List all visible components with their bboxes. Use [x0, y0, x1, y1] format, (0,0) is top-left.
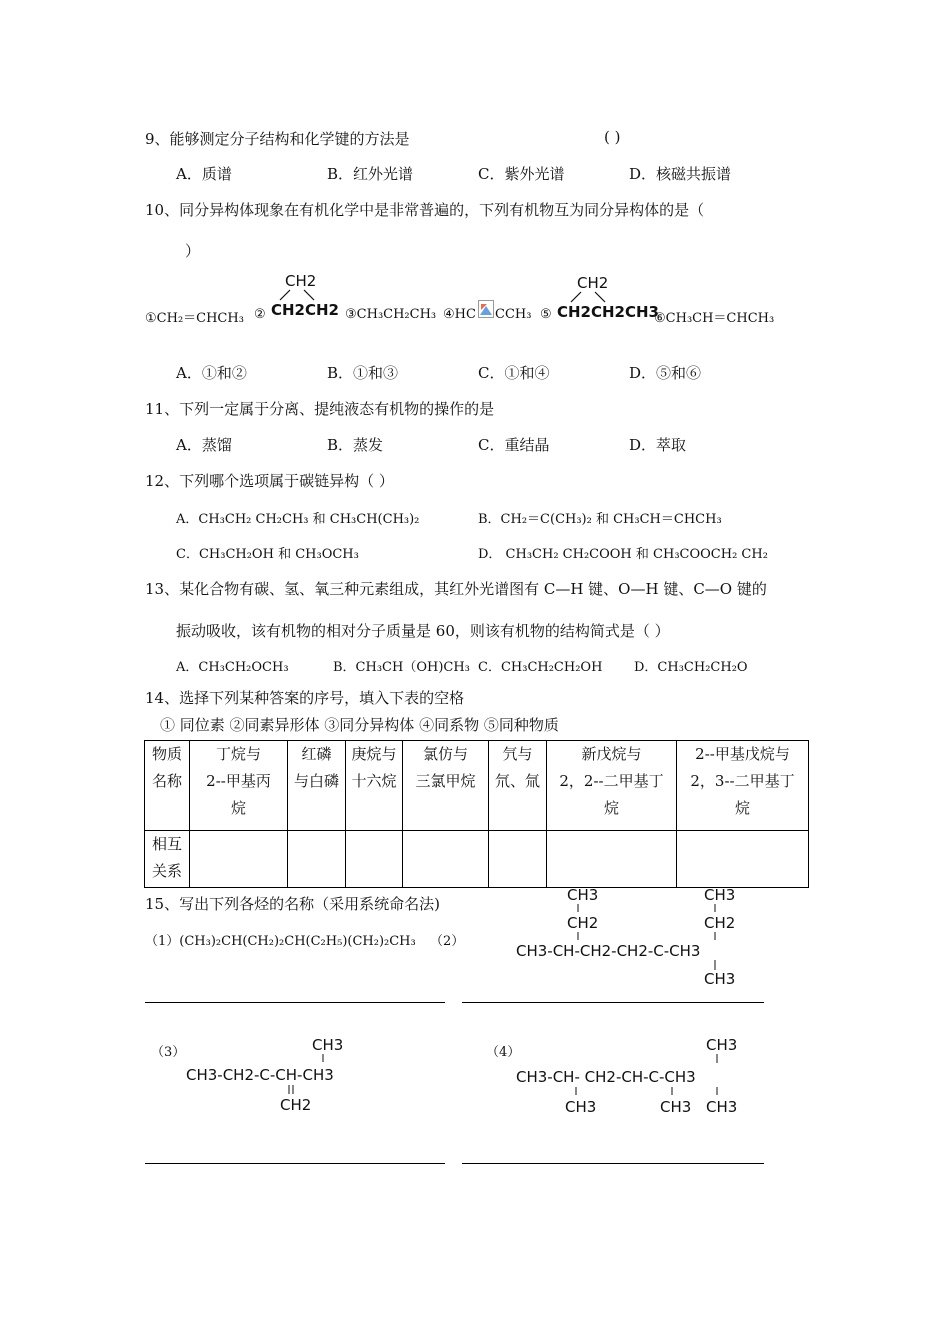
q10-stem-end: ）	[185, 242, 201, 260]
q10-item-3: ③CH₃CH₂CH₃	[345, 307, 437, 322]
answer-line-3[interactable]	[145, 1163, 445, 1164]
q11-option-a: A．蒸馏	[176, 436, 232, 454]
q14-stem: 14、选择下列某种答案的序号，填入下表的空格	[145, 689, 465, 707]
q15-structure-2	[510, 882, 780, 992]
s2-top2: CH2	[567, 914, 599, 932]
answer-row-label: 相互 关系	[145, 831, 190, 888]
header-col-2: 红磷 与白磷	[288, 741, 346, 831]
header-label: 物质 名称	[145, 741, 190, 831]
q15-part2-label: （2）	[430, 934, 465, 949]
q15-part3-label: （3）	[151, 1045, 186, 1060]
q15-part1: （1）(CH₃)₂CH(CH₂)₂CH(C₂H₅)(CH₂)₂CH₃	[145, 934, 416, 949]
answer-cell-5[interactable]	[489, 831, 547, 888]
q12-option-a: A．CH₃CH₂ CH₂CH₃ 和 CH₃CH(CH₃)₂	[176, 512, 420, 527]
q10-option-c: C．①和④	[478, 364, 550, 382]
q13-option-c: C．CH₃CH₂CH₂OH	[478, 660, 603, 675]
q15-part4-label: （4）	[486, 1045, 521, 1060]
s4-branch-3: CH3	[706, 1098, 738, 1116]
answer-cell-2[interactable]	[288, 831, 346, 888]
s2-main-chain: CH3-CH-CH2-CH2-C-CH3	[516, 942, 701, 960]
q10-cyclopropane-structure	[268, 272, 338, 322]
q12-stem: 12、下列哪个选项属于碳链异构（ ）	[145, 472, 394, 490]
table-answer-row	[145, 831, 809, 888]
ring2-bottom: CH2CH2	[271, 301, 339, 319]
s3-bottom: CH2	[280, 1096, 312, 1114]
q13-stem-line2: 振动吸收，该有机物的相对分子质量是 60，则该有机物的结构简式是（ ）	[176, 622, 670, 640]
q10-item-4-right: CCH₃	[495, 307, 532, 322]
q9-answer-paren: ( )	[604, 128, 621, 146]
s2-right-top1: CH3	[704, 886, 736, 904]
q10-item-4-left: ④HC	[443, 307, 476, 322]
q10-methylcyclopropane-structure	[555, 274, 659, 324]
q10-item-5-marker: ⑤	[540, 307, 552, 322]
q9-option-c: C．紫外光谱	[478, 165, 565, 183]
q10-item-6: ⑥CH₃CH＝CHCH₃	[654, 311, 775, 326]
header-col-5: 氕与 氘、氚	[489, 741, 547, 831]
q11-option-c: C．重结晶	[478, 436, 550, 454]
s4-branch-1: CH3	[565, 1098, 597, 1116]
answer-line-1[interactable]	[145, 1002, 445, 1003]
q9-option-d: D．核磁共振谱	[629, 165, 732, 183]
q10-stem: 10、同分异构体现象在有机化学中是非常普遍的，下列有机物互为同分异构体的是（	[145, 201, 705, 219]
q10-option-a: A．①和②	[176, 364, 247, 382]
table-header-row	[145, 741, 809, 831]
q15-structure-4	[510, 1030, 780, 1125]
q11-option-b: B．蒸发	[327, 436, 384, 454]
header-col-3: 庚烷与 十六烷	[346, 741, 403, 831]
q14-choices: ① 同位素 ②同素异形体 ③同分异构体 ④同系物 ⑤同种物质	[160, 716, 559, 734]
q15-structure-3	[180, 1030, 400, 1120]
ring5-top: CH2	[577, 274, 609, 292]
answer-cell-7[interactable]	[677, 831, 809, 888]
header-col-6: 新戊烷与 2，2--二甲基丁 烷	[547, 741, 677, 831]
answer-cell-1[interactable]	[190, 831, 288, 888]
q13-option-a: A．CH₃CH₂OCH₃	[176, 660, 289, 675]
broken-image-icon	[478, 300, 494, 318]
ring2-top: CH2	[285, 272, 317, 290]
relationship-table	[144, 740, 809, 888]
s4-top: CH3	[706, 1036, 738, 1054]
q13-option-b: B．CH₃CH（OH)CH₃	[333, 660, 470, 675]
q13-option-d: D．CH₃CH₂CH₂O	[634, 660, 748, 675]
s2-top1: CH3	[567, 886, 599, 904]
q12-option-c: C．CH₃CH₂OH 和 CH₃OCH₃	[176, 547, 359, 562]
q15-stem: 15、写出下列各烃的名称（采用系统命名法)	[145, 895, 440, 913]
answer-cell-6[interactable]	[547, 831, 677, 888]
s3-main-chain: CH3-CH2-C-CH-CH3	[186, 1066, 334, 1084]
answer-line-2[interactable]	[462, 1002, 764, 1003]
q9-stem: 9、能够测定分子结构和化学键的方法是	[145, 130, 410, 148]
answer-cell-4[interactable]	[403, 831, 489, 888]
header-col-4: 氯仿与 三氯甲烷	[403, 741, 489, 831]
q9-option-b: B．红外光谱	[327, 165, 414, 183]
q10-item-2-marker: ②	[254, 307, 266, 322]
q9-option-a: A．质谱	[176, 165, 232, 183]
q12-option-d: D． CH₃CH₂ CH₂COOH 和 CH₃COOCH₂ CH₂	[478, 547, 768, 562]
q11-option-d: D．萃取	[629, 436, 687, 454]
q10-option-d: D．⑤和⑥	[629, 364, 702, 382]
q10-item-1: ①CH₂＝CHCH₃	[145, 311, 244, 326]
q13-stem-line1: 13、某化合物有碳、氢、氧三种元素组成，其红外光谱图有 C—H 键、O—H 键、C—O 键的	[145, 580, 767, 598]
s2-right-top2: CH2	[704, 914, 736, 932]
ring5-bottom: CH2CH2CH3	[557, 303, 659, 321]
answer-line-4[interactable]	[462, 1163, 764, 1164]
s4-branch-2: CH3	[660, 1098, 692, 1116]
s3-top: CH3	[312, 1036, 344, 1054]
s2-right-bottom: CH3	[704, 970, 736, 988]
header-col-1: 丁烷与 2--甲基丙 烷	[190, 741, 288, 831]
q12-option-b: B．CH₂＝C(CH₃)₂ 和 CH₃CH＝CHCH₃	[478, 512, 722, 527]
header-col-7: 2--甲基戊烷与 2，3--二甲基丁 烷	[677, 741, 809, 831]
answer-cell-3[interactable]	[346, 831, 403, 888]
q10-option-b: B．①和③	[327, 364, 399, 382]
q11-stem: 11、下列一定属于分离、提纯液态有机物的操作的是	[145, 400, 495, 418]
s4-main-chain: CH3-CH- CH2-CH-C-CH3	[516, 1068, 696, 1086]
